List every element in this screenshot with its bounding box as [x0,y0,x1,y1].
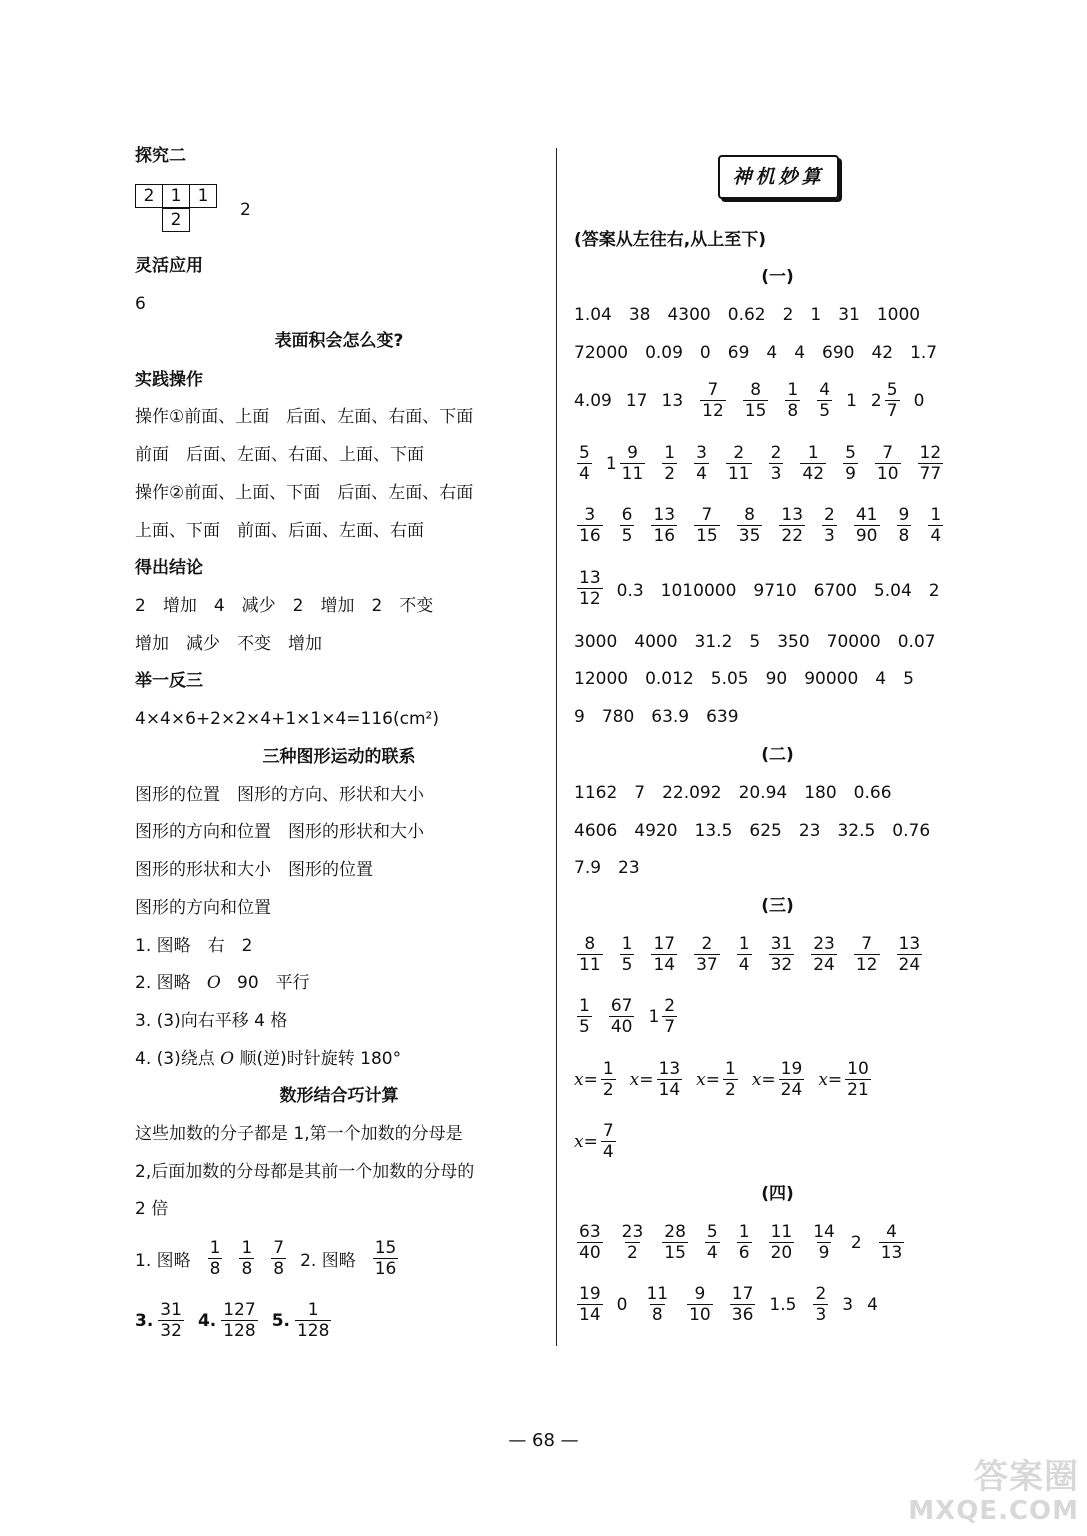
fraction: $\frac{13}{14}$ [658,1059,681,1100]
fraction: $\frac{31}{32}$ [770,934,793,975]
mixed-whole: 2 [870,390,882,411]
section-heading: (三) [761,896,794,916]
equation: x= [574,1069,598,1090]
answer-line: 图形的形状和大小 图形的位置 [135,860,373,880]
point-o: O [220,1049,235,1069]
answer-line: 12000 0.012 5.05 90 90000 4 5 [574,669,914,689]
formula-line: 4×4×6+2×2×4+1×1×4=116(cm²) [135,709,439,729]
fraction-row [574,934,936,975]
net-answer: 2 [240,200,251,220]
fraction: $\frac{8}{11}$ [579,934,601,975]
q4-label: 4. (3)绕点 [135,1049,215,1069]
watermark-line: 答案圈 [974,1457,1079,1497]
heading-tanjiu-er: 探究二 [135,146,186,166]
fraction-row [574,505,957,546]
net-cell: 1 [162,184,190,208]
section-title-motion: 三种图形运动的联系 [262,747,416,767]
fraction: $\frac{1}{8}$ [209,1238,221,1279]
paragraph-line: 2,后面加数的分母都是其前一个加数的分母的 [135,1162,475,1182]
fraction: $\frac{2}{11}$ [727,443,750,484]
fraction: $\frac{9}{11}$ [621,443,644,484]
fraction: $\frac{1}{8}$ [787,380,799,421]
fraction: $\frac{8}{35}$ [738,505,761,546]
value: 4.09 [574,390,612,411]
fraction: $\frac{17}{36}$ [731,1284,754,1325]
value: 3 [842,1294,854,1315]
fraction: $\frac{8}{15}$ [744,380,767,421]
fraction: $\frac{23}{2}$ [621,1222,644,1263]
net-cell: 2 [135,184,163,208]
fraction: $\frac{13}{24}$ [898,934,921,975]
fraction: $\frac{6}{5}$ [621,505,633,546]
fraction: $\frac{31}{32}$ [160,1300,182,1341]
value: 0 [913,390,925,411]
note: (答案从左往右,从上至下) [574,230,766,250]
fraction-row [574,568,954,609]
answer-line: 1. 图略 右 2 [135,936,253,956]
fraction: $\frac{10}{21}$ [847,1059,869,1100]
answer-line: 7.9 23 [574,858,640,878]
fraction: $\frac{7}{12}$ [702,380,724,421]
fraction: $\frac{2}{3}$ [815,1284,827,1325]
net-cell: 2 [162,208,190,232]
title-box: 神机妙算 [718,155,839,199]
value: 1.5 [769,1294,797,1315]
label: 3. [135,1310,154,1331]
fraction: $\frac{1}{128}$ [296,1300,330,1341]
fraction: $\frac{7}{12}$ [855,934,878,975]
fraction: $\frac{23}{24}$ [813,934,835,975]
answer-line: 操作①前面、上面 后面、左面、右面、下面 [135,407,474,427]
label: 2. 图略 [300,1251,356,1271]
heading-shijian: 实践操作 [135,370,203,390]
fraction: $\frac{5}{9}$ [845,443,856,484]
fraction: $\frac{12}{77}$ [919,443,942,484]
fraction: $\frac{7}{4}$ [602,1121,614,1162]
section-title-surface: 表面积会怎么变? [274,331,404,351]
fraction: $\frac{28}{15}$ [664,1222,686,1263]
answer-line: 4606 4920 13.5 625 23 32.5 0.76 [574,821,931,841]
fraction: $\frac{1}{42}$ [802,443,825,484]
answer-line: 2 增加 4 减少 2 增加 2 不变 [135,596,434,616]
q2-label: 2. 图略 [135,973,191,993]
fraction: $\frac{13}{12}$ [579,568,601,609]
fraction: $\frac{1}{2}$ [602,1059,614,1100]
fraction: $\frac{11}{8}$ [646,1284,669,1325]
watermark-logo [908,1457,1079,1528]
fraction: $\frac{1}{4}$ [738,934,750,975]
linghuo-answer: 6 [135,294,146,314]
values: 0.3 1010000 9710 6700 5.04 2 [616,581,940,601]
fraction-row [135,1300,345,1341]
answer-line: 1162 7 22.092 20.94 180 0.66 [574,783,892,803]
answer-line: 图形的方向和位置 [135,898,271,918]
label: 1. 图略 [135,1251,191,1271]
answer-line: 1.04 38 4300 0.62 2 1 31 1000 [574,305,921,325]
fraction: $\frac{5}{7}$ [886,380,898,421]
page-number: — 68 — [508,1430,579,1451]
equation: x= [574,1131,598,1152]
fraction: $\frac{1}{8}$ [241,1238,253,1279]
section-heading: (二) [761,745,794,765]
answer-line: 3. (3)向右平移 4 格 [135,1011,288,1031]
answer-line: 图形的方向和位置 图形的形状和大小 [135,822,424,842]
fraction: $\frac{14}{9}$ [813,1222,835,1263]
answer-line: 增加 减少 不变 增加 [135,634,322,654]
equation: x= [751,1069,776,1090]
equation-row [574,1121,630,1162]
answer-line: 图形的位置 图形的方向、形状和大小 [135,785,424,805]
value: 13 [661,390,684,411]
fraction: $\frac{67}{40}$ [610,996,633,1037]
fraction-row [135,1238,412,1279]
fraction: $\frac{3}{16}$ [579,505,601,546]
label: 4. [197,1310,217,1331]
fraction: $\frac{2}{37}$ [696,934,718,975]
fraction: $\frac{7}{15}$ [696,505,718,546]
fraction: $\frac{9}{8}$ [898,505,910,546]
fraction: $\frac{1}{5}$ [621,934,633,975]
column-divider [556,148,557,1346]
fraction: $\frac{2}{3}$ [824,505,835,546]
value: 4 [867,1294,878,1315]
value: 0 [616,1294,628,1315]
equation: x= [818,1069,843,1090]
answer-line: 9 780 63.9 639 [574,707,739,727]
point-o: O [206,973,221,993]
fraction: $\frac{1}{6}$ [738,1222,750,1263]
value: 1 [846,390,857,411]
fraction: $\frac{5}{4}$ [579,443,590,484]
fraction: $\frac{1}{2}$ [664,443,676,484]
answer-line: 3000 4000 31.2 5 350 70000 0.07 [574,632,936,652]
fraction: $\frac{1}{2}$ [725,1059,736,1100]
fraction: $\frac{41}{90}$ [855,505,878,546]
fraction-row [574,996,691,1037]
fraction: $\frac{13}{16}$ [653,505,676,546]
net-cell: 1 [189,184,217,208]
fraction: $\frac{2}{7}$ [664,996,676,1037]
fraction: $\frac{4}{13}$ [880,1222,903,1263]
fraction: $\frac{4}{5}$ [819,380,831,421]
section-heading: (四) [761,1184,794,1204]
fraction: $\frac{3}{4}$ [696,443,707,484]
watermark-line: MXQE.COM [908,1496,1079,1526]
fraction: $\frac{2}{3}$ [770,443,782,484]
fraction: $\frac{11}{20}$ [770,1222,793,1263]
mixed-whole: 1 [648,1006,660,1027]
answer-line: 操作②前面、上面、下面 后面、左面、右面 [135,483,474,503]
answer-line [135,1049,401,1069]
fraction: $\frac{17}{14}$ [653,934,676,975]
section-heading: (一) [761,267,794,287]
section-title-shuxing: 数形结合巧计算 [279,1086,399,1106]
fraction: $\frac{7}{10}$ [876,443,899,484]
fraction-row [574,1284,892,1325]
value: 17 [625,390,648,411]
mixed-whole: 1 [605,453,617,474]
fraction: $\frac{15}{16}$ [374,1238,397,1279]
value: 2 [850,1232,862,1253]
answer-line: 上面、下面 前面、后面、左面、右面 [135,521,424,541]
equation-row [574,1059,885,1100]
fraction-row [574,380,938,421]
answer-line: 72000 0.09 0 69 4 4 690 42 1.7 [574,343,938,363]
heading-juyi: 举一反三 [135,671,203,691]
q4-rest: 顺(逆)时针旋转 180° [239,1049,402,1069]
fraction-row [574,443,957,484]
heading-dechu: 得出结论 [135,558,203,578]
label: 5. [271,1310,290,1331]
q2-rest: 90 平行 [237,973,310,993]
equation: x= [629,1069,654,1090]
fraction: $\frac{9}{10}$ [689,1284,711,1325]
heading-linghuo: 灵活应用 [135,256,203,276]
equation: x= [696,1069,720,1090]
fraction: $\frac{19}{24}$ [780,1059,803,1100]
fraction: $\frac{1}{5}$ [579,996,590,1037]
fraction: $\frac{127}{128}$ [223,1300,256,1341]
fraction: $\frac{13}{22}$ [781,505,804,546]
paragraph-line: 2 倍 [135,1199,169,1219]
answer-line [135,973,310,993]
fraction: $\frac{5}{4}$ [706,1222,718,1263]
paragraph-line: 这些加数的分子都是 1,第一个加数的分母是 [135,1124,463,1144]
fraction-row [574,1222,918,1263]
answer-line: 前面 后面、左面、右面、上面、下面 [135,445,424,465]
fraction: $\frac{63}{40}$ [579,1222,601,1263]
fraction: $\frac{7}{8}$ [273,1238,285,1279]
fraction: $\frac{19}{14}$ [579,1284,601,1325]
fraction: $\frac{1}{4}$ [930,505,942,546]
